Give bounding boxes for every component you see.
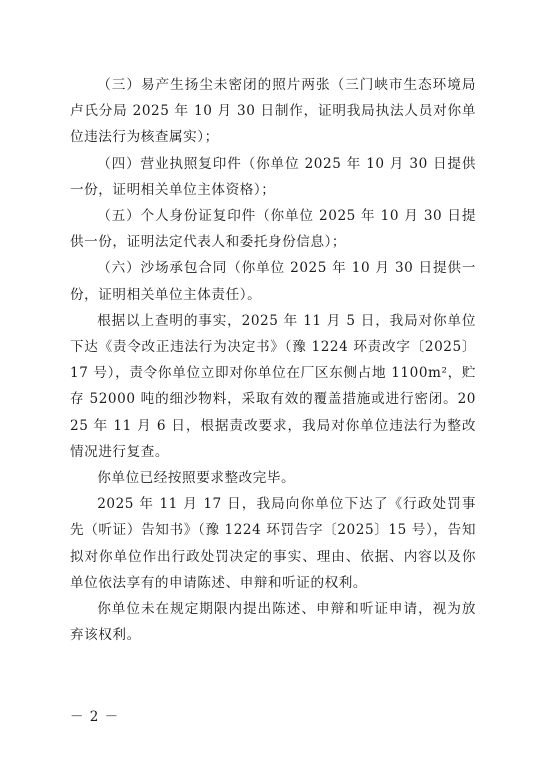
page-number: － 2 － xyxy=(70,709,120,725)
paragraph-evidence-5: （五）个人身份证复印件（你单位 2025 年 10 月 30 日提供一份，证明法定代表人和委托身份信息）； xyxy=(70,208,476,251)
paragraph-evidence-6: （六）沙场承包合同（你单位 2025 年 10 月 30 日提供一份，证明相关单位主体责任）。 xyxy=(70,260,476,303)
document-body xyxy=(70,72,476,648)
paragraph-evidence-3: （三）易产生扬尘未密闭的照片两张（三门峡市生态环境局卢氏分局 2025 年 10 月 30 日制作，证明我局执法人员对你单位违法行为核查属实）； xyxy=(70,77,476,146)
paragraph-rectification-done: 你单位已经按照要求整改完毕。 xyxy=(97,470,296,487)
paragraph-evidence-4: （四）营业执照复印件（你单位 2025 年 10 月 30 日提供一份，证明相关单位主体资格）； xyxy=(70,155,476,198)
paragraph-penalty-notice: 2025 年 11 月 17 日，我局向你单位下达了《行政处罚事先（听证）告知书》（豫 1224 环罚告字〔2025〕15 号），告知拟对你单位作出行政处罚决定的事实、理由、依据、内容以及你单位依法享有的申请陈述、申辩和听证的权利。 xyxy=(70,496,476,591)
paragraph-waiver: 你单位未在规定期限内提出陈述、申辩和听证申请，视为放弃该权利。 xyxy=(70,601,476,644)
paragraph-correction-order: 根据以上查明的事实，2025 年 11 月 5 日，我局对你单位下达《责令改正违法行为决定书》（豫 1224 环责改字〔2025〕17 号），责令你单位立即对你单位在厂区东侧占地 1100m²，贮存 52000 吨的细沙物料，采取有效的覆盖措施或进行密闭。2025 年 11 月 6 日，根据责改要求，我局对你单位违法行为整改情况进行复查。 xyxy=(70,312,476,460)
